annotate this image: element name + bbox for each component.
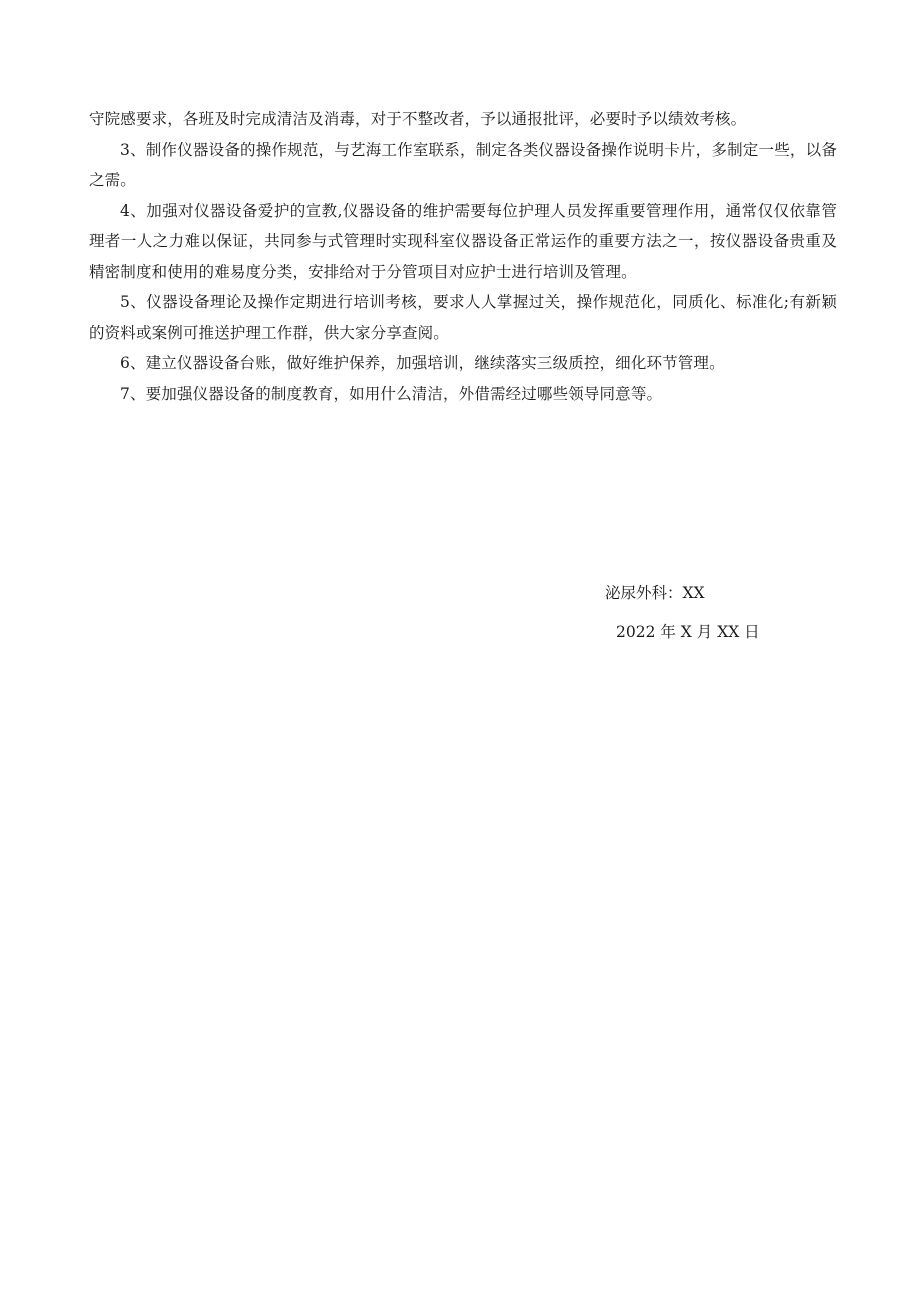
signature-date: 2022 年 X 月 XX 日 (616, 623, 760, 641)
paragraph-item-6: 6、建立仪器设备台账，做好维护保养，加强培训，继续落实三级质控，细化环节管理。 (120, 354, 725, 372)
paragraph-item-7: 7、要加强仪器设备的制度教育，如用什么清洁，外借需经过哪些领导同意等。 (120, 384, 663, 403)
paragraph-continuation: 守院感要求，各班及时完成清洁及消毒，对于不整改者，予以通报批评，必要时予以绩效考核。 (89, 110, 747, 128)
paragraph-item-4: 4、加强对仪器设备爱护的宣教,仪器设备的维护需要每位护理人员发挥重要管理作用，通常仅仅依靠管理者一人之力难以保证，共同参与式管理时实现科室仪器设备正常运作的重要方法之一，按仪器设备贵重及精密制度和使用的难易度分类，安排给对于分管项目对应护士进行培训及管理。 (89, 201, 837, 281)
paragraph-item-5: 5、仪器设备理论及操作定期进行培训考核，要求人人掌握过关，操作规范化，同质化、标准化;有新颖的资料或案例可推送护理工作群，供大家分享查阅。 (89, 293, 837, 342)
paragraph-item-3: 3、制作仪器设备的操作规范，与艺海工作室联系，制定各类仪器设备操作说明卡片，多制定一些，以备之需。 (89, 140, 837, 189)
document-body (89, 104, 837, 409)
signature-department: 泌尿外科：XX (605, 584, 705, 602)
